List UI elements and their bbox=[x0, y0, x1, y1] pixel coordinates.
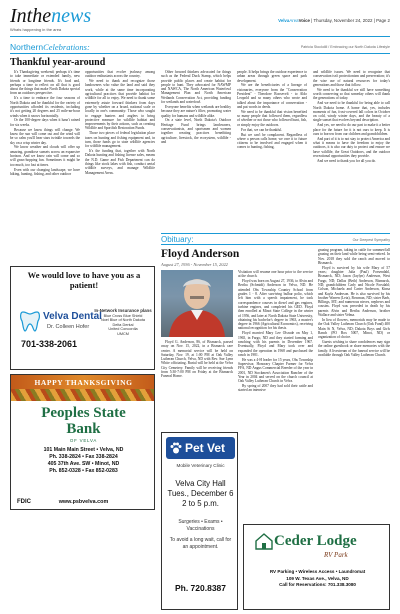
thankful-col-4: people. It helps brings the outdoor experience to urban areas through green space and park development. We are the beneficiaries of a lineage of visionaries, everyone from the "Conservation President" - Theodore Roosevelt - to Aldo Leopold and so many others who wrote and talked about the importance of conservation - and put words in deeds. We need to be thankful that vision benefited so many people that followed them, regardless of whether or not those who followed hunt, fish, or simply enjoy the outdoors. For that, we can be thankful. But we can't be complacent. Regardless of where a person calls home, we owe it to future citizens to be involved and engaged when it comes to hunting, fishing, bbox=[237, 70, 307, 150]
thankful-col-2: opportunities that evolve jealousy among outdoor enthusiasts across the country. We need to thank and recognize those landowners who value the land and said they work, while at the same time incorporating agricultural practices that provide habitat for wildlife for all to enjoy. We need to thank some extremely astute forward thinkers from days gone by whether on a broad, national scale or locally in one's community: Those who sought to engage hunters and anglers to bring protective measure for wildlife habitat and improvements by their actions, such as creating Wildlife and Sportfish Restoration Funds. Those two pieces of federal legislation place taxes on hunting and fishing equipment and, in turn, those funds go to state wildlife agencies for wildlife management. It's the funding that, together with North Dakota hunting and fishing license sales, means the N.D. Game and Fish Department can do things like stock lakes with fish, conduct aerial wildlife surveys, and manage Wildlife Management Areas. bbox=[85, 70, 155, 175]
pet-vet-services: Surgeries • Exams • Vaccinations bbox=[178, 519, 223, 532]
section-bar bbox=[10, 40, 390, 54]
bank-web[interactable]: www.psbvelva.com bbox=[58, 499, 109, 505]
issue-line: VelvaAreaVoice | Thursday, November 24, 2022 | Page 2 bbox=[278, 18, 390, 23]
pet-vet-event: Velva City Hall Tues., December 6 2 to 5 p.m. bbox=[167, 479, 234, 508]
ad-dental-phone: 701-338-2061 bbox=[21, 339, 78, 349]
obituary-col-1: Floyd G. Anderson, 86, of Bismarck, passed away on Nov. 15, 2022, in a Bismarck care center. A memorial service will be held on Saturday, Nov. 19, at 1:00 PM at Oak Valley Lutheran Church, Velva, ND with Rev. Sue Lynn White officiating. Burial will be held at the Velva City Cemetery. Family will be receiving friends from 5:30-7:00 PM on Friday at the Bismarck Funeral Home. bbox=[161, 340, 233, 379]
tooth-icon bbox=[19, 309, 41, 333]
pet-vet-phone: Ph. 720.8387 bbox=[174, 583, 227, 593]
obituary-label: Obituary: bbox=[161, 235, 194, 244]
ad-dental-network: In-Network Insurance plans Blue Cross Blue Shield Noel Blue of North Dakota Delta Dental United Concordia UMCM bbox=[94, 308, 152, 336]
pet-vet-logo bbox=[166, 437, 235, 459]
obituary-label-right: Our Deepest Sympathy bbox=[352, 237, 390, 242]
section-byline: Patricia Stockdill / Embracing our North Dakota Lifestyle bbox=[300, 45, 390, 49]
thankful-col-5: and wildlife issues. We need to recognize that conservation isn't protectionism and preservation; it's the wise use of natural resources for today's generations and those that follow. We need to be thankful we still have something worth conserving so that someday others will thank the generations of today. And we need to be thankful for being able to call North Dakota home. A home that, yes, includes moments of fun, frost-covered fall colors in October on cold, windy winter days, and the beauty of a single sunset that evolves beyond description. And yes, we need to do our part to make it a better place for the future for it is not ours to keep. It is ours to borrow from our children and grandchildren. And part of it is to not stay to protect America and what it means to have the freedom to enjoy the outdoors, it is also our duty to protect and ensure we have wildlife, the Great Outdoors, and the outdoor recreational opportunities they provide. And we need to thank you for all you do. bbox=[313, 70, 390, 163]
masthead-rule bbox=[10, 36, 390, 37]
bank-contact: 101 Main Main Street • Velva, ND Ph. 338-2824 • Fax 338-2824 405 37th Ave. SW • Minot, ND Ph. 852-0328 • Fax 852-0283 bbox=[43, 447, 124, 474]
obituary-dates: August 27, 1936 - November 15, 2022 bbox=[161, 262, 228, 267]
ad-velva-dental bbox=[10, 266, 155, 370]
obituary-photo bbox=[161, 270, 233, 337]
ad-pet-vet bbox=[161, 432, 238, 610]
house-icon bbox=[254, 531, 274, 551]
bank-name-3: OF VELVA bbox=[69, 438, 98, 443]
headline-thankful: Thankful year-around bbox=[10, 57, 106, 68]
cedar-name-2: RV Park bbox=[324, 551, 348, 559]
ad-cedar-lodge bbox=[243, 524, 390, 610]
obituary-col-3: grazing program, taking in cattle for summer/fall grazing on their land while being semi-retired. In Nov. 2018 they sold the ranch and moved to Bismarck. Floyd is survived by his wife Mary of 57 years; daughter Julia (Paul) Forsendahl, Bismarck, ND; Jason (Jaylyn) Anderson, West Fargo, ND; Dallas (Beth) Anderson, Bismarck, ND; grandchildren Carly and Nicole Forsdahl; Colson, Michaela and Carter Anderson, Kinsa and Kayla Anderson. He is also survived by his brother Warren (Leta), Bowman, ND; sister Barb, Billings, MT; and numerous nieces, nephews and cousins. Floyd was preceded in death by his parents Alvin and Bertha Anderson, brother Wallace and sister Velma. In lieu of flowers, memorials may be made to the Oak Valley Lutheran Church (Oak Fund) 400 Main St N, Velva, ND; Dakota Boys and Girls Ranch (PO Box 5007, Minot, ND) or organization of choice. Guests wishing to share condolences may sign the online guestbook or share memories with the family. A livestream of the funeral service will be available through Oak Valley Lutheran Church. bbox=[318, 248, 390, 357]
bank-name-1: Peoples State bbox=[41, 405, 126, 421]
bank-fdic: FDIC bbox=[17, 499, 31, 505]
autumn-leaves-decor bbox=[11, 389, 155, 401]
obituary-name: Floyd Anderson bbox=[161, 248, 240, 260]
bank-banner bbox=[11, 375, 155, 389]
thankful-col-3: Other forward thinkers advocated for things such as the Federal Duck Stamp, which helps provide public places and create habitat for people to hunt. They advocated for NAWMP and NAWCA, The North American Waterfowl Management Plan and North American Wetlands Conservation Act, providing funding for wetlands and waterfowl. Everyone benefits when wetlands are healthy because they are nature's filter, promoting water quality for humans and wildlife alike. On a state level, North Dakota's Outdoor Heritage Fund brings landowners, conservationists, and sportsmen and women together creating practices benefitting agriculture, livestock, the ecosystem, wildlife - and bbox=[161, 70, 231, 144]
cedar-info: RV Parking • Wireless Access • Laundromat 109 W. Texas Ave., Velva, ND Call for Reservations: 701.338.3080 bbox=[269, 569, 366, 587]
bank-name-2: Bank bbox=[66, 421, 101, 437]
ad-peoples-state-bank bbox=[10, 374, 155, 510]
pet-vet-name: Pet Vet bbox=[185, 441, 226, 455]
cedar-name-1: Ceder Lodge bbox=[274, 533, 357, 549]
pet-vet-note: To avoid a long wait, call for an appointment. bbox=[169, 537, 232, 550]
obituary-col-2: Visitation will resume one hour prior to the service at the church. Floyd was born on August 27, 1936, to Alvin and Bertha (Schmidt) Anderson in Velva, ND. He attended Ohs Township Country School from grades 1 - 8. After surviving bulbar polio, which left him with a speech impairment, he took correspondence courses in diesel and gas engines, turbine engines, and completed his GED. Floyd then enrolled at Minot State College in the winter of 1956, and later at North Dakota State University, obtaining his bachelor's degree in 1963, a master's degree in 1966 (Agricultural Economics), receiving national recognition for his thesis. Floyd married Mary Lee Olsrude on May 1, 1965, in Fargo, ND and they started farming and ranching with his parents in December 1967. Eventually, Floyd and Mary took over and expanded the operation in 1968 and purchased the ranch in 1981. He was a 4-H leader for 15 years, Ohs Township Supervisor, Honorary Chapter Farmer for Velva FFA, ND Angus Commercial Breeder of the year in 2001, ND Stockmen's Association Rancher of the Year in 2004 and served on the church council at Oak Valley Lutheran Church in Velva. By spring of 2007 they had sold their cattle and started an intensive bbox=[238, 270, 313, 393]
ad-dental-doctor: Dr. Colleen Hofer bbox=[47, 324, 90, 330]
ad-dental-headline: We would love to have you as a patient! bbox=[27, 270, 141, 290]
paw-icon bbox=[169, 441, 183, 455]
thankful-col-1: It's Thanksgiving weekend; perhaps it's time to take immediate or extended family, new friends or longtime friends. It's food and, perhaps a time to reflect on all that is good about the things that make North Dakota special from an outdoors perspective. It's a time to embrace the four seasons of North Dakota and be thankful for the variety of opportunities afforded its residents, including it's not getting 20 degrees and 25 mile-an-hour winds when it snows horizontally. Or the 100-degree days when it hasn't rained for six weeks. Because we know things will change. We know the sun will come out and the wind will be so calm you'll hear stars twinkle towards the sky on a crisp winter day. We know weather and clouds will offer up amazing, grandiose sunsets across an expansive horizon. And we know rain will come and so will grass-hopping fun. Sometimes it might be too much, too fast at times. Even with our changing landscape, we have hiking, hunting, fishing, and other outdoor bbox=[10, 70, 80, 176]
pet-vet-sub: Mobile Veterinary Clinic bbox=[176, 463, 225, 468]
bank-banner-text: HAPPY THANKSGIVING bbox=[34, 378, 133, 387]
tagline: Whats happening in the area bbox=[10, 27, 62, 32]
paper-logo: Inthenews bbox=[10, 5, 92, 27]
section-title: NorthernCelebrations: bbox=[10, 42, 90, 52]
ad-dental-clinic: Velva Dental bbox=[43, 311, 102, 322]
masthead bbox=[10, 6, 390, 38]
obituary-bar bbox=[161, 233, 390, 245]
